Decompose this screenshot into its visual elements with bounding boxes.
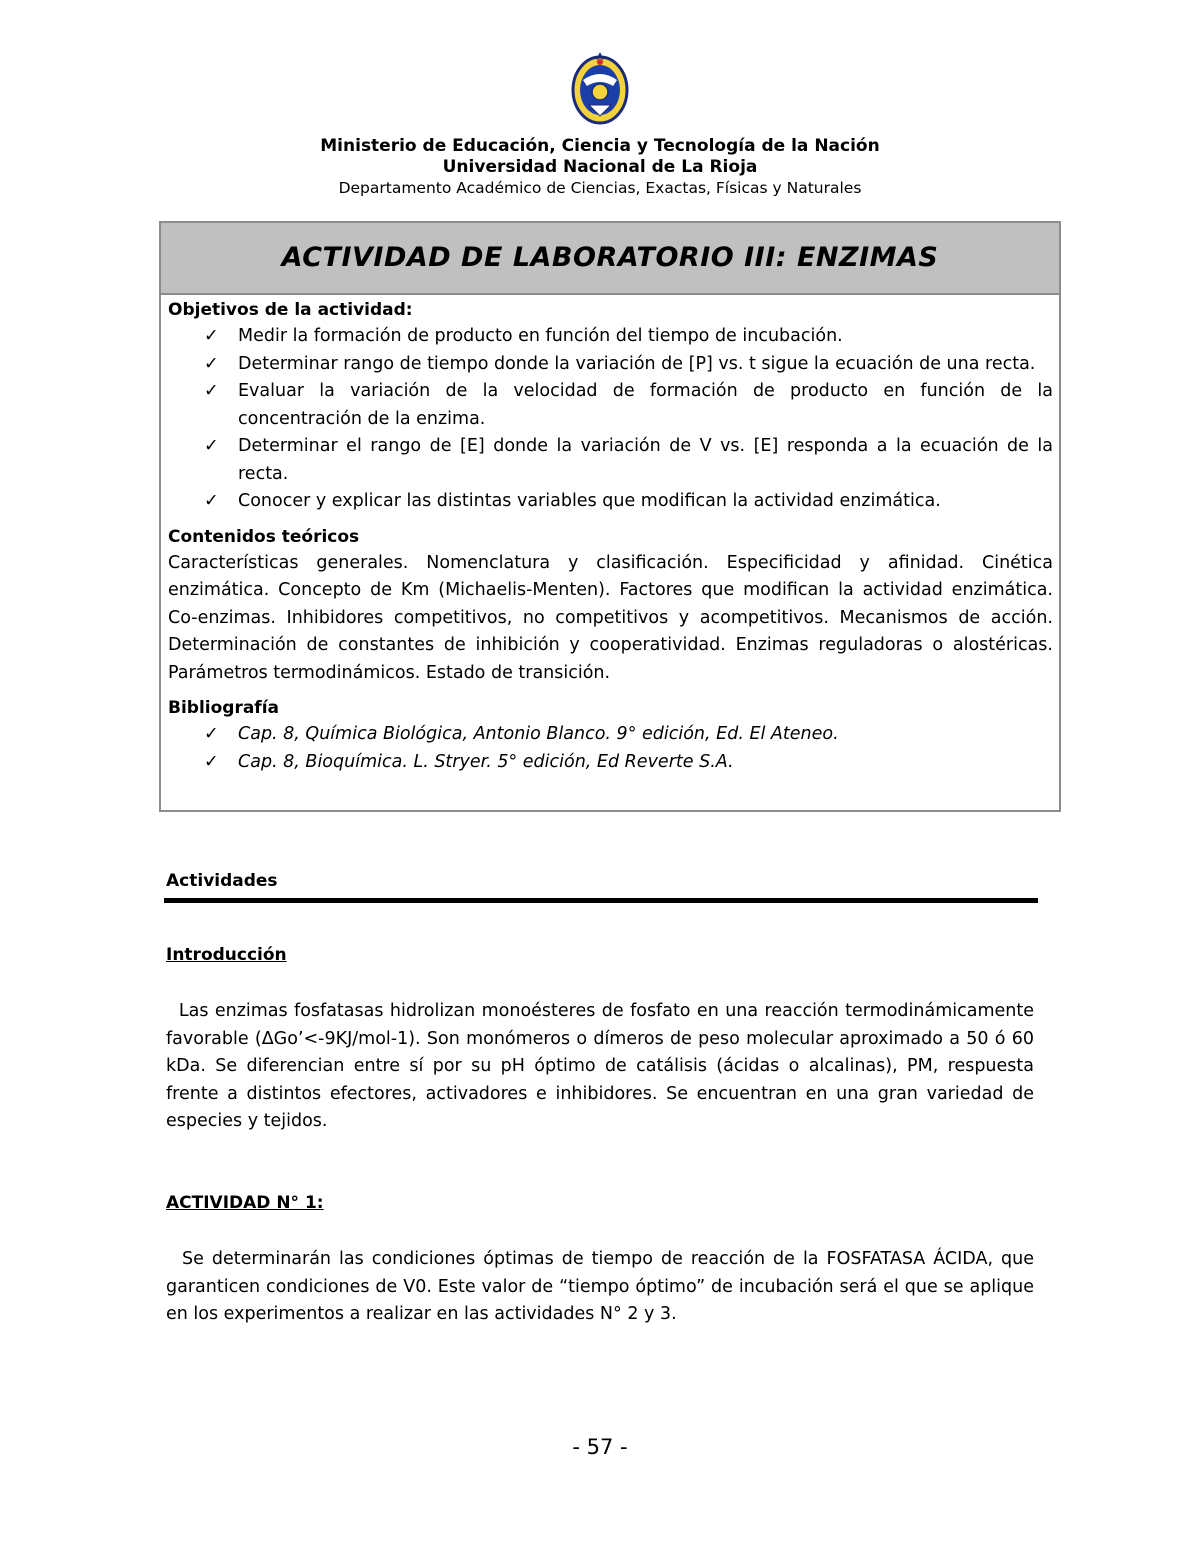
bibliography-list: [168, 721, 1053, 776]
objectives-heading: Objetivos de la actividad:: [168, 300, 413, 320]
contents-text: Características generales. Nomenclatura y clasificación. Especificidad y afinidad. Cinética enzimática. Concepto de Km (Michaelis-Menten). Factores que modifican la actividad enzimática. Co-enzimas. Inhibidores competitivos, no competitivos y acompetitivos. Mecanismos de acción. Determinación de constantes de inhibición y cooperatividad. Enzimas reguladoras o alostéricas. Parámetros termodinámicos. Estado de transición.: [168, 552, 1053, 683]
activities-heading: Actividades: [166, 871, 278, 891]
contents-heading: Contenidos teóricos: [168, 526, 360, 547]
university-crest-icon: [569, 50, 631, 126]
intro-heading: Introducción: [166, 945, 287, 965]
checkmark-icon: ✓: [204, 751, 219, 772]
list-item: ✓ Cap. 8, Bioquímica. L. Stryer. 5° edición, Ed Reverte S.A.: [168, 749, 1053, 777]
activity-summary-box: [159, 221, 1061, 812]
department-name: Departamento Académico de Ciencias, Exactas, Físicas y Naturales: [338, 179, 862, 197]
checkmark-icon: ✓: [204, 381, 219, 401]
university-name: Universidad Nacional de La Rioja: [442, 157, 758, 177]
list-item: ✓ Evaluar la variación de la velocidad de formación de producto en función de la concentración de la enzima.: [168, 378, 1053, 433]
list-item: ✓ Determinar rango de tiempo donde la variación de [P] vs. t sigue la ecuación de una recta.: [168, 351, 1053, 379]
list-item: ✓ Conocer y explicar las distintas variables que modifican la actividad enzimática.: [168, 488, 1053, 516]
list-item: ✓ Determinar el rango de [E] donde la variación de V vs. [E] responda a la ecuación de la recta.: [168, 433, 1053, 488]
checkmark-icon: ✓: [204, 353, 219, 374]
ministry-name: Ministerio de Educación, Ciencia y Tecnología de la Nación: [320, 136, 880, 156]
objectives-list: [168, 323, 1053, 516]
activity-title: ACTIVIDAD DE LABORATORIO III: ENZIMAS: [161, 223, 1059, 295]
checkmark-icon: ✓: [204, 491, 219, 511]
bibliography-heading: Bibliografía: [168, 698, 280, 718]
checkmark-icon: ✓: [204, 326, 219, 346]
section-divider: [164, 898, 1038, 903]
list-item: ✓ Cap. 8, Química Biológica, Antonio Blanco. 9° edición, Ed. El Ateneo.: [168, 721, 1053, 749]
checkmark-icon: ✓: [204, 724, 219, 744]
intro-text: Las enzimas fosfatasas hidrolizan monoésteres de fosfato en una reacción termodinámicamente favorable (ΔGo’<-9KJ/mol-1). Son monómeros o dímeros de peso molecular aproximado a 50 ó 60 kDa. Se diferencian entre sí por su pH óptimo de catálisis (ácidas o alcalinas), PM, respuesta frente a distintos efectores, activadores e inhibidores. Se encuentran en una gran variedad de especies y tejidos.: [166, 1001, 1034, 1131]
list-item: ✓ Medir la formación de producto en función del tiempo de incubación.: [168, 323, 1053, 351]
activity1-text: Se determinarán las condiciones óptimas de tiempo de reacción de la FOSFATASA ÁCIDA, que garanticen condiciones de V0. Este valor de “tiempo óptimo” de incubación será el que se aplique en los experimentos a realizar en las actividades N° 2 y 3.: [166, 1249, 1034, 1324]
page-number: - 57 -: [572, 1435, 628, 1459]
checkmark-icon: ✓: [204, 436, 219, 456]
activity1-heading: ACTIVIDAD N° 1:: [166, 1193, 324, 1213]
